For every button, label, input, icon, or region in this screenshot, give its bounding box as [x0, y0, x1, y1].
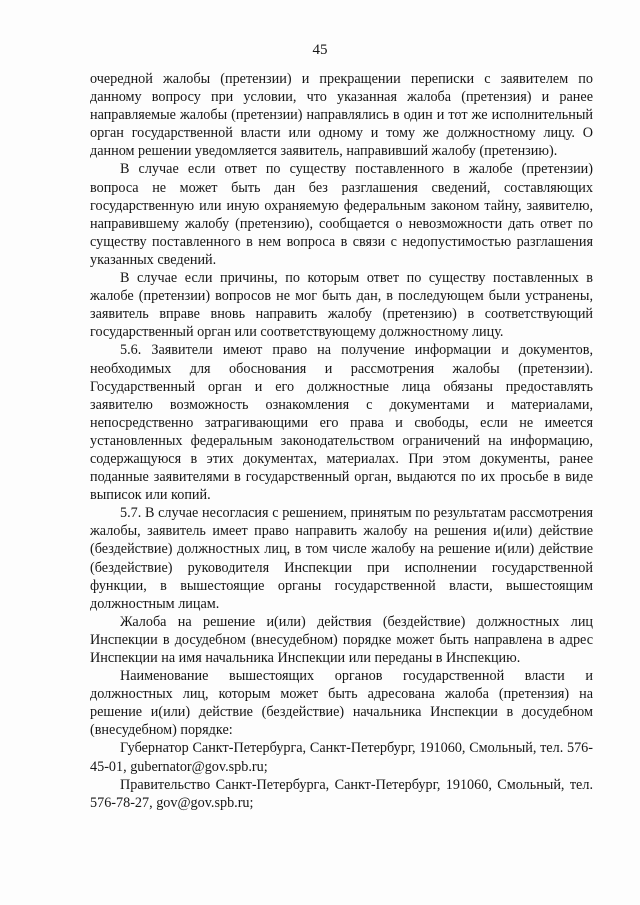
paragraph-government-contact: Правительство Санкт-Петербурга, Санкт-Петербург, 191060, Смольный, тел. 576-78-27, gov@gov.spb.ru; [90, 776, 593, 811]
paragraph-reasons-removed: В случае если причины, по которым ответ по существу поставленных в жалобе (претензии) вопросов не мог быть дан, в последующем были устранены, заявитель вправе вновь направить жалобу (претензию) в соответствующий государственный орган или соответствующему должностному лицу. [90, 270, 593, 341]
page-number: 45 [312, 42, 328, 58]
document-body [90, 70, 593, 812]
paragraph-higher-authorities: Наименование вышестоящих органов государственной власти и должностных лиц, которым может быть адресована жалоба (претензия) на решение и(или) действие (бездействие) начальника Инспекции в досудебном (внесудебном) порядке: [90, 668, 593, 739]
paragraph-section-5-6: 5.6. Заявители имеют право на получение информации и документов, необходимых для обоснования и рассмотрения жалобы (претензии). Государственный орган и его должностные лица обязаны предоставлять заявителю возможность ознакомления с документами и материалами, непосредственно затрагивающими его права и свободы, если не имеется установленных федеральным законодательством ограничений на информацию, содержащуюся в этих документах, материалах. При этом документы, ранее поданные заявителями в государственный орган, выдаются по их просьбе в виде выписок или копий. [90, 342, 593, 504]
paragraph-section-5-7: 5.7. В случае несогласия с решением, принятым по результатам рассмотрения жалобы, заявитель имеет право направить жалобу на решения и(или) действие (бездействие) должностных лиц, в том числе жалобу на решение и(или) действие (бездействие) руководителя Инспекции при исполнении государственной функции, в вышестоящие органы государственной власти, вышестоящим должностным лицам. [90, 505, 593, 612]
paragraph-continuation: очередной жалобы (претензии) и прекращении переписки с заявителем по данному вопросу при условии, что указанная жалоба (претензия) и ранее направляемые жалобы (претензии) направлялись в один и тот же исполнительный орган государственной власти или одному и тому же должностному лицу. О данном решении уведомляется заявитель, направивший жалобу (претензию). [90, 71, 593, 160]
paragraph-governor-contact: Губернатор Санкт-Петербурга, Санкт-Петербург, 191060, Смольный, тел. 576-45-01, gubernator@gov.spb.ru; [90, 740, 593, 775]
paragraph-pretrial-complaint: Жалоба на решение и(или) действия (бездействие) должностных лиц Инспекции в досудебном (внесудебном) порядке может быть направлена в адрес Инспекции на имя начальника Инспекции или переданы в Инспекцию. [90, 613, 593, 666]
paragraph-state-secret: В случае если ответ по существу поставленного в жалобе (претензии) вопроса не может быть дан без разглашения сведений, составляющих государственную или иную охраняемую федеральным законом тайну, заявителю, направившему жалобу (претензию), сообщается о невозможности дать ответ по существу поставленного в нем вопроса в связи с недопустимостью разглашения указанных сведений. [90, 161, 593, 268]
